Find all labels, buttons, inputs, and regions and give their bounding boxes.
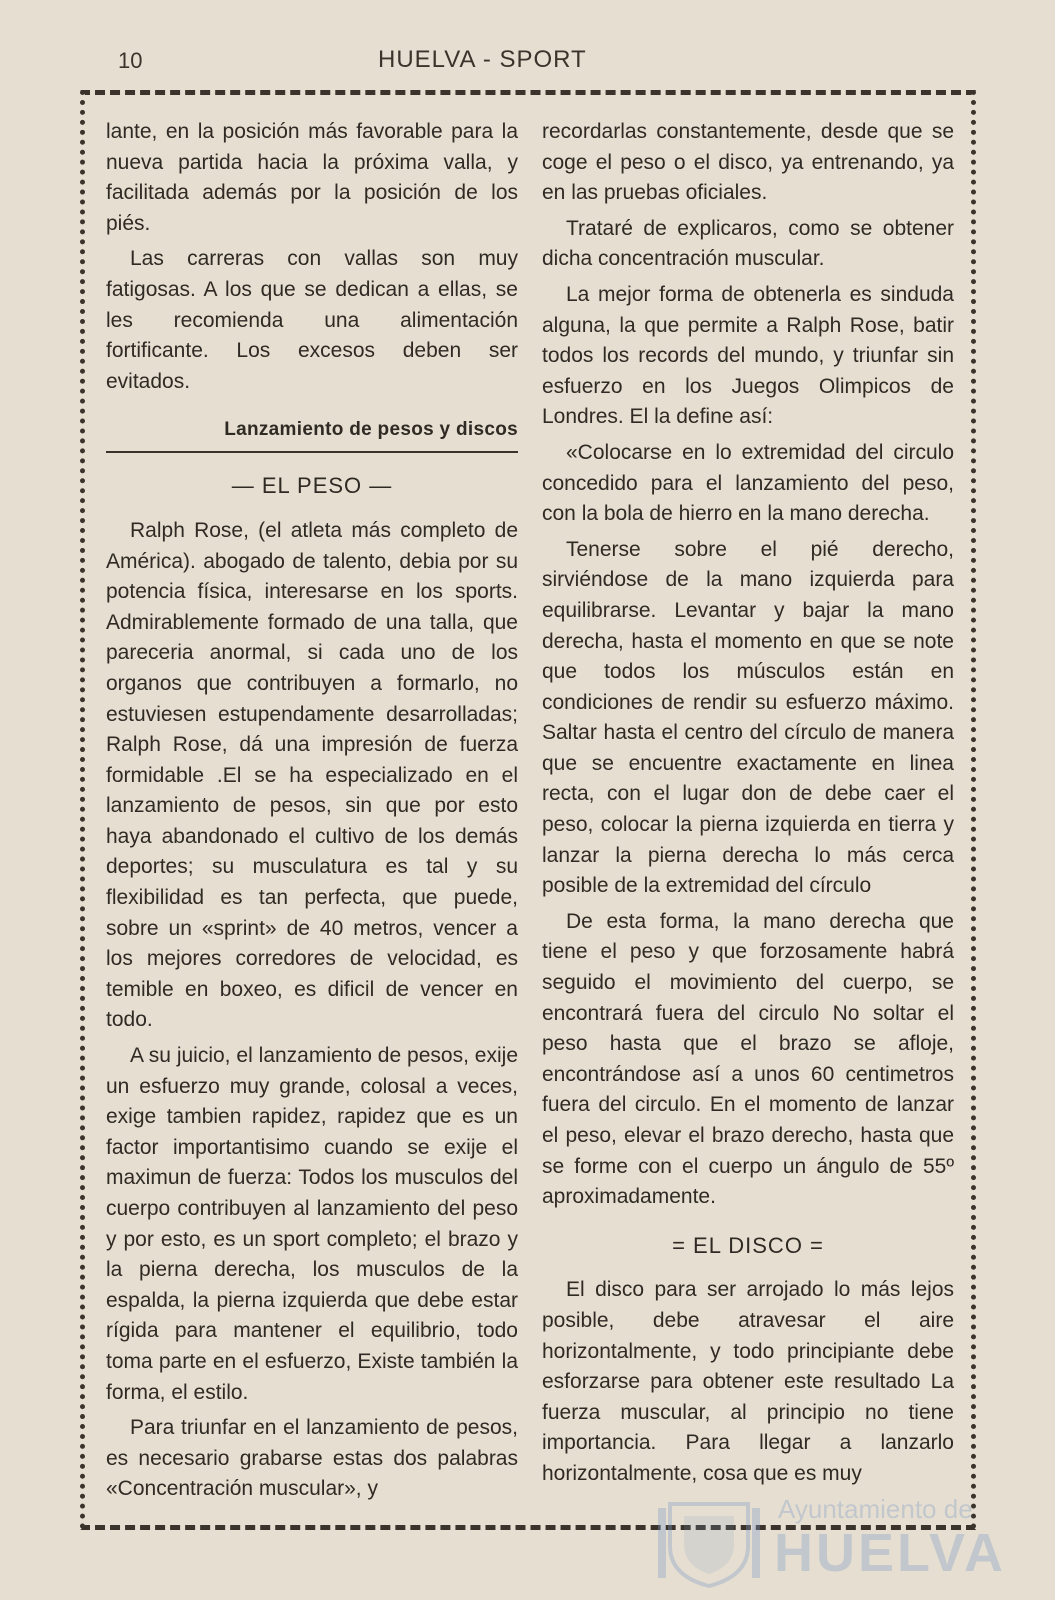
paragraph: Ralph Rose, (el atleta más completo de América). abogado de talento, debia por su potencia física, interesarse en los sports. Admirablemente formado de una talla, que pareceria anormal, si cada uno de los organos que contribuyen a formarlo, no estuviesen estupendamente desarrolladas; Ralph Rose, dá una impresión de fuerza formidable .El se ha especializado en el lanzamiento de pesos, sin que por esto haya abandonado el cultivo de los demás deportes; su musculatura es tal y su flexibilidad es tan perfecta, que puede, sobre un «sprint» de 40 metros, vencer a los mejores corredores de velocidad, es temible en boxeo, es dificil de vencer en todo. xyxy=(106,518,518,1032)
paragraph: El disco para ser arrojado lo más lejos posible, debe atravesar el aire horizontalmente, y todo principiante debe esforzarse para obtener este resultado La fuerza muscular, al principio no tiene importancia. Para llegar a lanzarlo horizontalmente, cosa que es muy xyxy=(542,1278,954,1485)
paragraph: «Colocarse en lo extremidad del circulo concedido para el lanzamiento del peso, con la bola de hierro en la mano derecha. xyxy=(542,440,954,526)
paragraph: Para triunfar en el lanzamiento de pesos, es necesario grabarse estas dos palabras «Concentración muscular», y xyxy=(106,1416,518,1501)
paragraph: A su juicio, el lanzamiento de pesos, exije un esfuerzo muy grande, colosal a veces, exige tambien rapidez, rapidez que es un factor importantisimo cuando se exije el maximun de fuerza: Todos los musculos del cuerpo contribuyen al lanzamiento del peso y por esto, es un sport completo; el brazo y la pierna derecha, los musculos de la espalda, la pierna izquierda que debe estar rígida para mantener el equilibrio, todo toma parte en el esfuerzo, Existe también la forma, el estilo. xyxy=(106,1044,518,1404)
section-title: Lanzamiento de pesos y discos xyxy=(106,417,518,453)
paragraph: lante, en la posición más favorable para la nueva partida hacia la próxima valla, y facilitada además por la posición de los piés. xyxy=(106,120,518,235)
subtitle-el-peso: — EL PESO — xyxy=(231,473,393,499)
watermark-line-2: HUELVA xyxy=(774,1523,1006,1583)
running-head: HUELVA - SPORT xyxy=(378,46,587,73)
paragraph: La mejor forma de obtenerla es sinduda alguna, la que permite a Ralph Rose, batir todos los records del mundo, y triunfar sin esfuerzo en los Juegos Olimpicos de Londres. El la define así: xyxy=(542,282,954,429)
paragraph: Las carreras con vallas son muy fatigosas. A los que se dedican a ellas, se les recomienda una alimentación fortificante. Los excesos deben ser evitados. xyxy=(106,247,518,393)
right-column xyxy=(542,117,954,1495)
subtitle-el-disco: = EL DISCO = xyxy=(672,1232,824,1258)
page-number: 10 xyxy=(118,48,143,73)
paragraph: Trataré de explicaros, como se obtener dicha concentración muscular. xyxy=(542,216,954,271)
paragraph: De esta forma, la mano derecha que tiene el peso y que forzosamente habrá seguido el movimiento del cuerpo, se encontrará fuera del circulo No soltar el peso hasta que el brazo se afloje, encontrándose así a unos 60 centimetros fuera del circulo. En el momento de lanzar el peso, elevar el brazo derecho, hasta que se forme con el cuerpo un ángulo de 55º aproximadamente. xyxy=(542,909,954,1209)
watermark-line-1: Ayuntamiento de xyxy=(778,1494,973,1524)
left-column xyxy=(106,117,518,1510)
paragraph: recordarlas constantemente, desde que se coge el peso o el disco, ya entrenando, ya en las pruebas oficiales. xyxy=(542,120,954,205)
paragraph: Tenerse sobre el pié derecho, sirviéndose de la mano izquierda para equilibrarse. Levantar y bajar la mano derecha, hasta el momento en que se note que todos los músculos están en condiciones de rendir su esfuerzo máximo. Saltar hasta el centro del círculo de manera que se encuentre exactamente en linea recta, con el lugar don de debe caer el peso, colocar la pierna izquierda en tierra y lanzar la pierna derecha lo más cerca posible de la extremidad del círculo xyxy=(542,537,954,898)
